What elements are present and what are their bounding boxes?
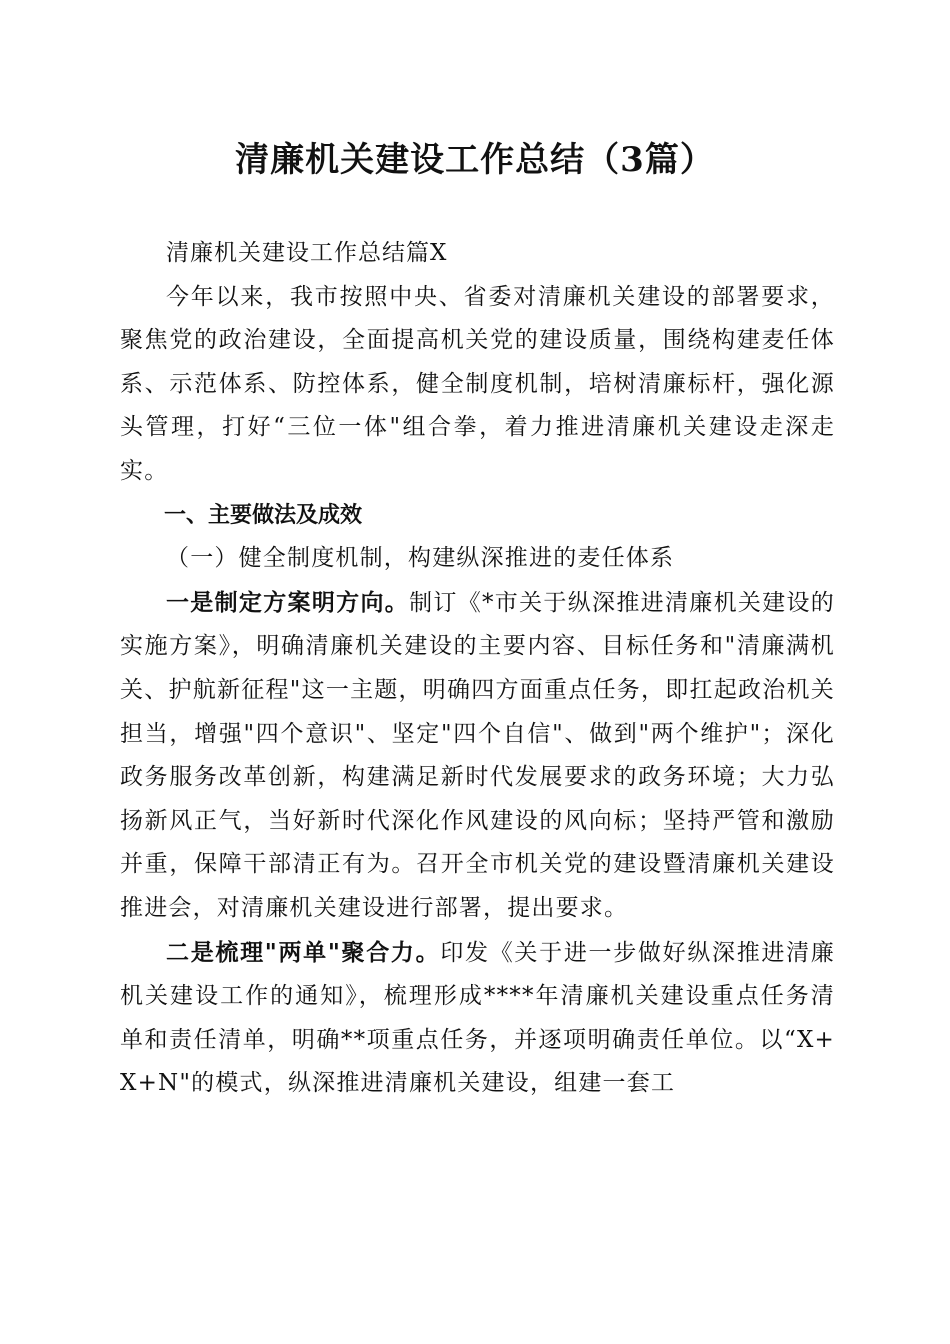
paragraph-one-lead: 一是制定方案明方向。 xyxy=(166,588,410,616)
intro-paragraph: 今年以来，我市按照中央、省委对清廉机关建设的部署要求，聚焦党的政治建设，全面提高机关党的建设质量，围绕构建麦任体系、示范体系、防控体系，健全制度机制，培树清廉标杆，强化源头管理，打好“三位一体"组合拳，着力推进清廉机关建设走深走实。 xyxy=(120,283,835,484)
document-body xyxy=(120,232,835,1106)
paragraph-two-body: 印发《关于进一步做好纵深推进清廉机关建设工作的通知》，梳理形成****年清廉机关建设重点任务清单和责任清单，明确**项重点任务，并逐项明确责任单位。以“X+X+N"的模式，纵深推进清廉机关建设，组建一套工 xyxy=(120,939,836,1097)
document-subtitle: 清廉机关建设工作总结篇X xyxy=(166,240,448,266)
paragraph-one-body: 制订《*市关于纵深推进清廉机关建设的实施方案》，明确清廉机关建设的主要内容、目标任务和"清廉满机关、护航新征程"这一主题，明确四方面重点任务，即扛起政治机关担当，增强"四个意识"、坚定"四个自信"、做到"两个维护"；深化政务服务改革创新，构建满足新时代发展要求的政务环境；大力弘扬新风正气，当好新时代深化作风建设的风向标；坚持严管和激励并重，保障干部清正有为。召开全市机关党的建设暨清廉机关建设推进会，对清廉机关建设进行部署，提出要求。 xyxy=(120,589,835,921)
paragraph-one xyxy=(120,581,835,931)
subsection-heading: （一）健全制度机制，构建纵深推进的麦任体系 xyxy=(166,545,675,572)
paragraph-two-lead: 二是梳理"两单"聚合力。 xyxy=(166,938,441,966)
paragraph-two xyxy=(120,931,835,1106)
document-title: 清廉机关建设工作总结（3篇） xyxy=(235,140,715,180)
section-heading: 一、主要做法及成效 xyxy=(164,502,363,528)
